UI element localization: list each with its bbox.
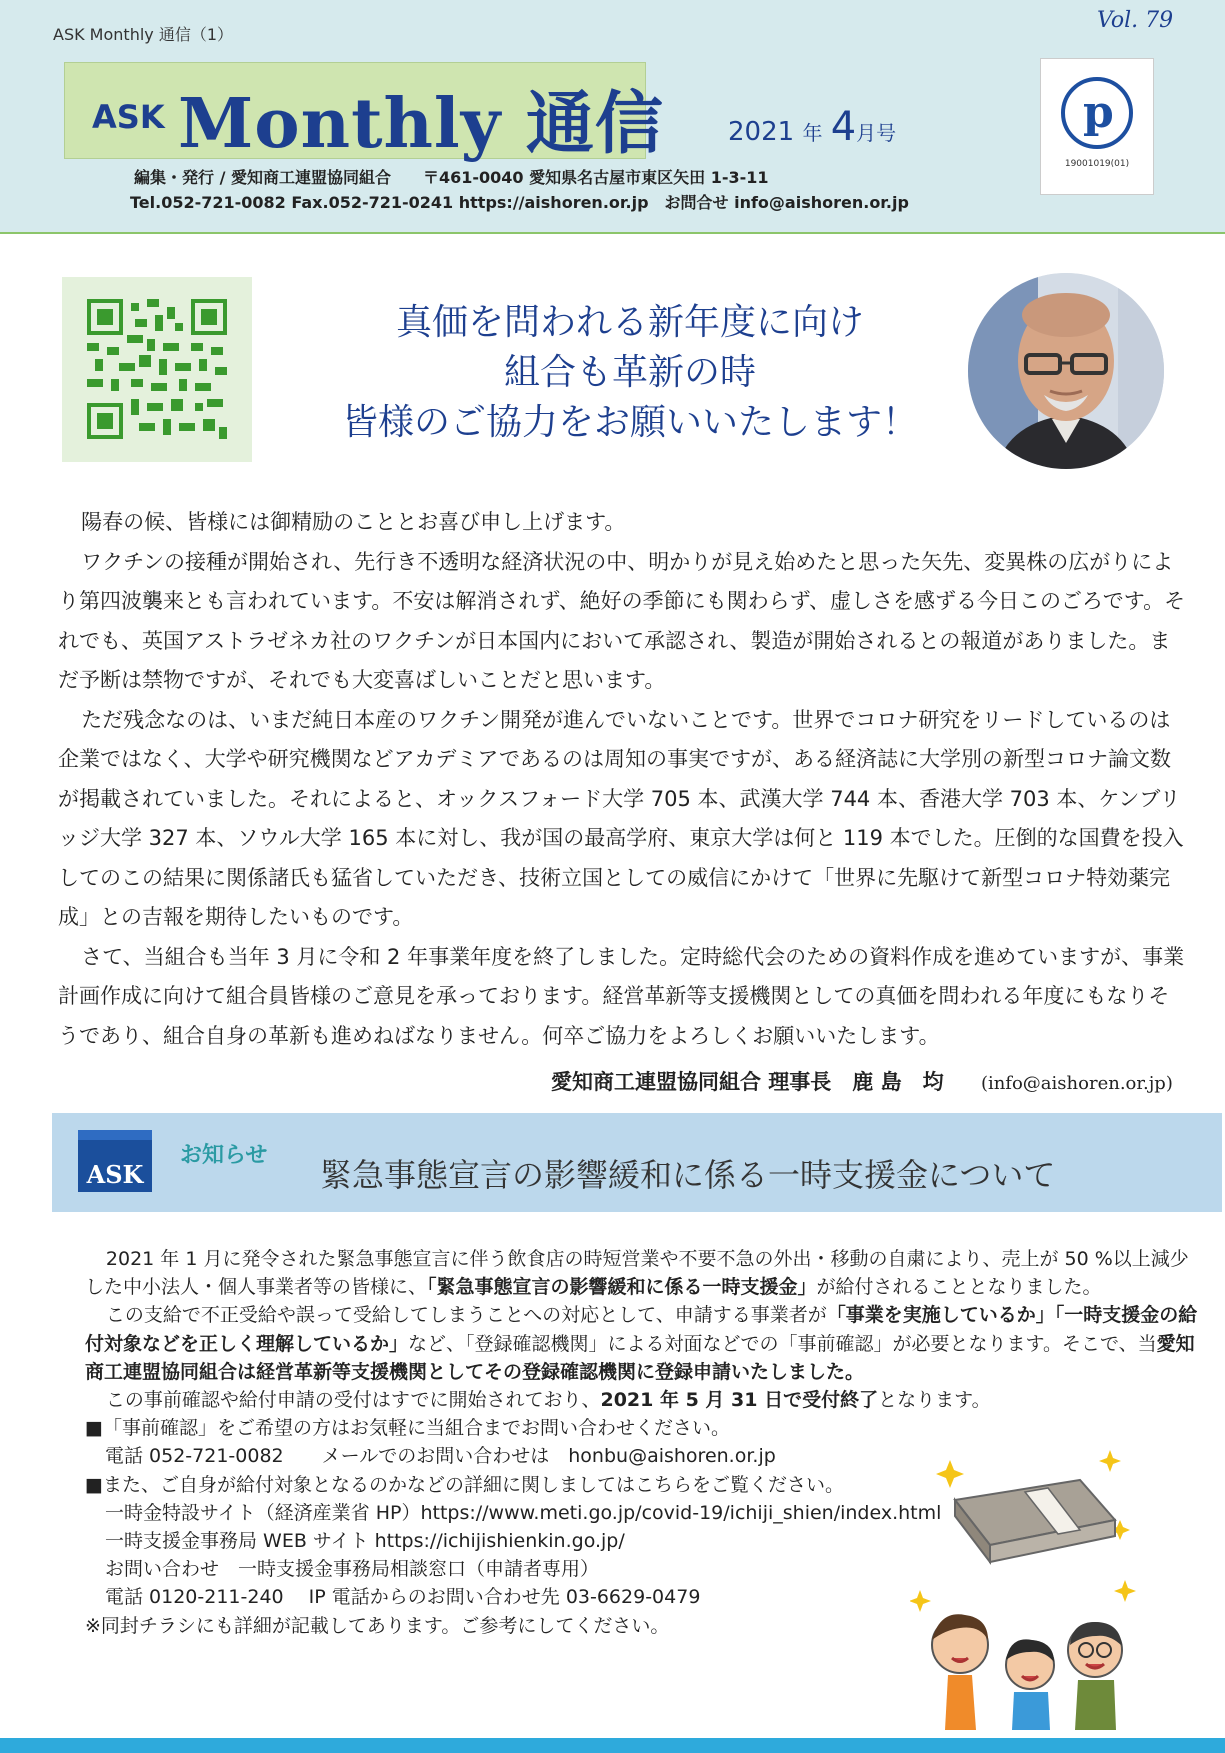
happy-family-illustration [910,1570,1140,1730]
contact-line: Tel.052-721-0082 Fax.052-721-0241 https://aishoren.or.jp お問合せ info@aishoren.or.jp [130,193,909,212]
headline-line-3: 皆様のご協力をお願いいたします！ [341,402,918,443]
volume-number: Vol. 79 [1097,8,1174,33]
title-prefix: ASK [92,98,165,136]
chairman-portrait [968,273,1164,469]
privacy-mark-icon: p [1061,77,1133,149]
issue-date [728,104,896,150]
inquiry-phone: 電話 0120-211-240 IP 電話からのお問い合わせ先 03-6629-0479 [105,1586,701,1609]
notice-paragraph-2: この支給で不正受給や誤って受給してしまうことへの対応として、申請する事業者が「事業を実施しているか」「一時支援金の給付対象などを正しく理解しているか」など、「登録確認機関」による対面などでの「事前確認」が必要となります。そこで、当愛知商工連盟協同組合は経営革新等支援機関としてその登録確認機関に登録申請いたしました。 [85,1304,1198,1383]
notice-list-2: ■また、ご自身が給付対象となるのかなどの詳細に関しましてはこちらをご覧ください。 [85,1473,844,1496]
letter-signature [551,1066,1173,1096]
footer-bar [0,1738,1225,1753]
letter-paragraph-3: ただ残念なのは、いまだ純日本産のワクチン開発が進んでいないことです。世界でコロナ研究をリードしているのは企業ではなく、大学や研究機関などアカデミアであるのは周知の事実ですが、ある経済誌に大学別の新型コロナ論文数が掲載されていました。それによると、オックスフォード大学 705 本、武漢大学 744 本、香港大学 703 本、ケンブリッジ大学 327 本、ソウル大学 165 本に対し、我が国の最高学府、東京大学は何と 119 本でした。圧倒的な国費を投入してのこの結果に関係諸氏も猛省していただき、技術立国としての威信にかけて「世界に先駆けて新型コロナ特効薬完成」との吉報を期待したいものです。 [58,707,1184,929]
notice-footnote: ※同封チラシにも詳細が記載してあります。ご参考にしてください。 [85,1614,670,1637]
signature-name: 愛知商工連盟協同組合 理事長 鹿 島 均 [551,1070,944,1094]
page-tag: ASK Monthly 通信（1） [53,25,234,44]
office-web-link[interactable]: 一時支援金事務局 WEB サイト https://ichijishienkin.go.jp/ [105,1530,625,1553]
privacy-mark-logo [1040,58,1154,195]
notice-paragraph-1: 2021 年 1 月に発令された緊急事態宣言に伴う飲食店の時短営業や不要不急の外出・移動の自粛により、売上が 50 %以上減少した中小法人・個人事業者等の皆様に、「緊急事態宣言の影響緩和に係る一時支援金」が給付されることとなりました。 [85,1248,1189,1299]
notice-contact-phone-email[interactable]: 電話 052-721-0082 メールでのお問い合わせは honbu@aishoren.or.jp [105,1445,776,1468]
notice-title: 緊急事態宣言の影響緩和に係る一時支援金について [320,1156,1056,1194]
notice-paragraph-3: この事前確認や給付申請の受付はすでに開始されており、2021 年 5 月 31 日で受付終了となります。 [105,1389,991,1412]
letter-paragraph-2: ワクチンの接種が開始され、先行き不透明な経済状況の中、明かりが見え始めたと思った矢先、変異株の広がりにより第四波襲来とも言われています。不安は解消されず、絶好の季節にも関わらず、虚しさを感ずる今日このごろです。それでも、英国アストラゼネカ社のワクチンが日本国内において承認され、製造が開始されるとの報道がありました。まだ予断は禁物ですが、それでも大変喜ばしいことだと思います。 [58,549,1186,692]
issue-month: 4 [830,104,857,150]
headline-line-1: 真価を問われる新年度に向け [395,302,864,343]
notice-label: お知らせ [180,1143,268,1168]
signature-email[interactable]: (info@aishoren.or.jp) [980,1073,1173,1094]
meti-site-link[interactable]: 一時金特設サイト（経済産業省 HP）https://www.meti.go.jp/covid-19/ichiji_shien/index.html [105,1501,942,1524]
notice-list-1: ■「事前確認」をご希望の方はお気軽に当組合までお問い合わせください。 [85,1417,730,1440]
issue-month-unit: 月号 [856,121,897,145]
headline-line-2: 組合も革新の時 [503,352,756,393]
publisher-line: 編集・発行 / 愛知商工連盟協同組合 〒461-0040 愛知県名古屋市東区矢田 1-3-11 [134,168,769,187]
money-bundle-illustration [930,1450,1130,1570]
issue-year: 2021 [728,117,795,147]
chairman-letter [58,503,1188,1056]
inquiry-desk: お問い合わせ 一時支援金事務局相談窓口（申請者専用） [105,1558,600,1581]
ask-logo-text: ASK [86,1160,144,1189]
qr-code[interactable] [62,277,252,462]
headline-message [280,298,980,448]
letter-paragraph-4: さて、当組合も当年 3 月に令和 2 年事業年度を終了しました。定時総代会のための資料作成を進めていますが、事業計画作成に向けて組合員皆様のご意見を承っております。経営革新等支援機関としての真価を問われる年度にもなりそうであり、組合自身の革新も進めねばなりません。何卒ご協力をよろしくお願いいたします。 [58,944,1185,1048]
letter-paragraph-1: 陽春の候、皆様には御精励のこととお喜び申し上げます。 [81,510,626,534]
issue-year-unit: 年 [802,121,823,145]
newsletter-title: Monthly 通信 [178,84,664,164]
qr-code-icon [87,299,227,439]
ask-logo [78,1130,152,1192]
privacy-mark-code: 19001019(01) [1064,159,1130,169]
